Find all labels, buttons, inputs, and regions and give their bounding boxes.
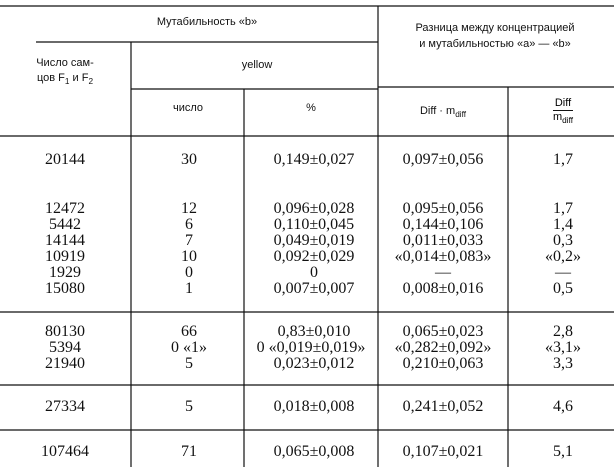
header-ratio-den-main: m bbox=[552, 111, 563, 123]
header-yellow: yellow bbox=[241, 59, 273, 71]
cell-percent: 0 «0,019±0,019» bbox=[256, 339, 366, 356]
cell-count: 0 bbox=[185, 264, 193, 281]
cell-males: 14144 bbox=[45, 232, 85, 249]
cell-ratio: «3,1» bbox=[545, 339, 581, 356]
header-count: число bbox=[172, 102, 204, 114]
cell-count: 30 bbox=[181, 151, 197, 168]
cell-males: 1929 bbox=[49, 264, 81, 281]
cell-count: 10 bbox=[181, 248, 197, 265]
cell-ratio: 3,3 bbox=[553, 355, 573, 372]
cell-males: 107464 bbox=[41, 443, 89, 460]
cell-ratio: «0,2» bbox=[545, 248, 581, 265]
header-diff-m bbox=[420, 105, 466, 119]
header-ratio bbox=[553, 97, 573, 127]
header-males-line2: цов F bbox=[36, 72, 65, 84]
cell-diff: 0,065±0,023 bbox=[402, 323, 484, 340]
cell-ratio: 2,8 bbox=[553, 323, 573, 340]
cell-ratio: 1,7 bbox=[553, 200, 573, 217]
cell-percent: 0,110±0,045 bbox=[273, 216, 355, 233]
cell-count: 6 bbox=[185, 216, 193, 233]
cell-ratio: 0,3 bbox=[553, 232, 573, 249]
header-diff-title-line2: и мутабильностью «a» — «b» bbox=[419, 38, 571, 50]
cell-ratio: 4,6 bbox=[553, 398, 573, 415]
cell-count: 5 bbox=[185, 355, 193, 372]
cell-diff: 0,241±0,052 bbox=[402, 398, 484, 415]
header-diff-m-sub: diff bbox=[455, 110, 467, 120]
cell-count: 7 bbox=[185, 232, 193, 249]
cell-diff: — bbox=[435, 264, 451, 281]
cell-diff: 0,210±0,063 bbox=[402, 355, 484, 372]
cell-percent: 0,83±0,010 bbox=[277, 323, 351, 340]
cell-percent: 0,065±0,008 bbox=[273, 443, 355, 460]
cell-males: 10919 bbox=[45, 248, 85, 265]
cell-count: 5 bbox=[185, 398, 193, 415]
cell-males: 15080 bbox=[45, 280, 85, 297]
cell-diff: 0,107±0,021 bbox=[402, 443, 484, 460]
cell-males: 5442 bbox=[49, 216, 81, 233]
cell-count: 12 bbox=[181, 200, 197, 217]
cell-diff: 0,097±0,056 bbox=[402, 151, 484, 168]
header-males-sub2: 2 bbox=[88, 77, 94, 87]
header-males-mid: и F bbox=[69, 72, 89, 84]
cell-ratio: 0,5 bbox=[553, 280, 573, 297]
header-ratio-den bbox=[553, 111, 573, 127]
cell-diff: 0,095±0,056 bbox=[402, 200, 484, 217]
cell-percent: 0,007±0,007 bbox=[273, 280, 355, 297]
cell-percent: 0,049±0,019 bbox=[273, 232, 355, 249]
header-diff-title-line1: Разница между концентрацией bbox=[415, 22, 575, 34]
cell-males: 12472 bbox=[45, 200, 85, 217]
cell-ratio: 5,1 bbox=[553, 443, 573, 460]
header-males bbox=[36, 56, 94, 89]
cell-males: 27334 bbox=[45, 398, 85, 415]
cell-percent: 0 bbox=[310, 264, 318, 281]
cell-males: 21940 bbox=[45, 355, 85, 372]
cell-males: 20144 bbox=[45, 151, 85, 168]
cell-ratio: — bbox=[555, 264, 571, 281]
cell-count: 66 bbox=[181, 323, 197, 340]
cell-males: 5394 bbox=[49, 339, 81, 356]
header-males-sub1: 1 bbox=[64, 77, 70, 87]
cell-count: 1 bbox=[185, 280, 193, 297]
header-ratio-den-sub: diff bbox=[562, 116, 574, 126]
cell-diff: 0,011±0,033 bbox=[402, 232, 484, 249]
header-ratio-num: Diff bbox=[554, 97, 572, 109]
cell-males: 80130 bbox=[45, 323, 85, 340]
cell-percent: 0,092±0,029 bbox=[273, 248, 355, 265]
cell-percent: 0,096±0,028 bbox=[273, 200, 355, 217]
cell-percent: 0,149±0,027 bbox=[273, 151, 355, 168]
cell-count: 71 bbox=[181, 443, 197, 460]
header-mut-b: Мутабильность «b» bbox=[156, 16, 258, 28]
cell-ratio: 1,7 bbox=[553, 151, 573, 168]
cell-diff: 0,144±0,106 bbox=[402, 216, 484, 233]
cell-diff: «0,282±0,092» bbox=[394, 339, 492, 356]
cell-percent: 0,018±0,008 bbox=[273, 398, 355, 415]
header-diff-m-main: Diff · m bbox=[419, 105, 456, 117]
header-males-line1: Число сам- bbox=[36, 57, 94, 69]
cell-diff: 0,008±0,016 bbox=[402, 280, 484, 297]
cell-diff: «0,014±0,083» bbox=[394, 248, 492, 265]
header-percent: % bbox=[306, 102, 316, 114]
cell-count: 0 «1» bbox=[171, 339, 207, 356]
cell-ratio: 1,4 bbox=[553, 216, 573, 233]
cell-percent: 0,023±0,012 bbox=[273, 355, 355, 372]
